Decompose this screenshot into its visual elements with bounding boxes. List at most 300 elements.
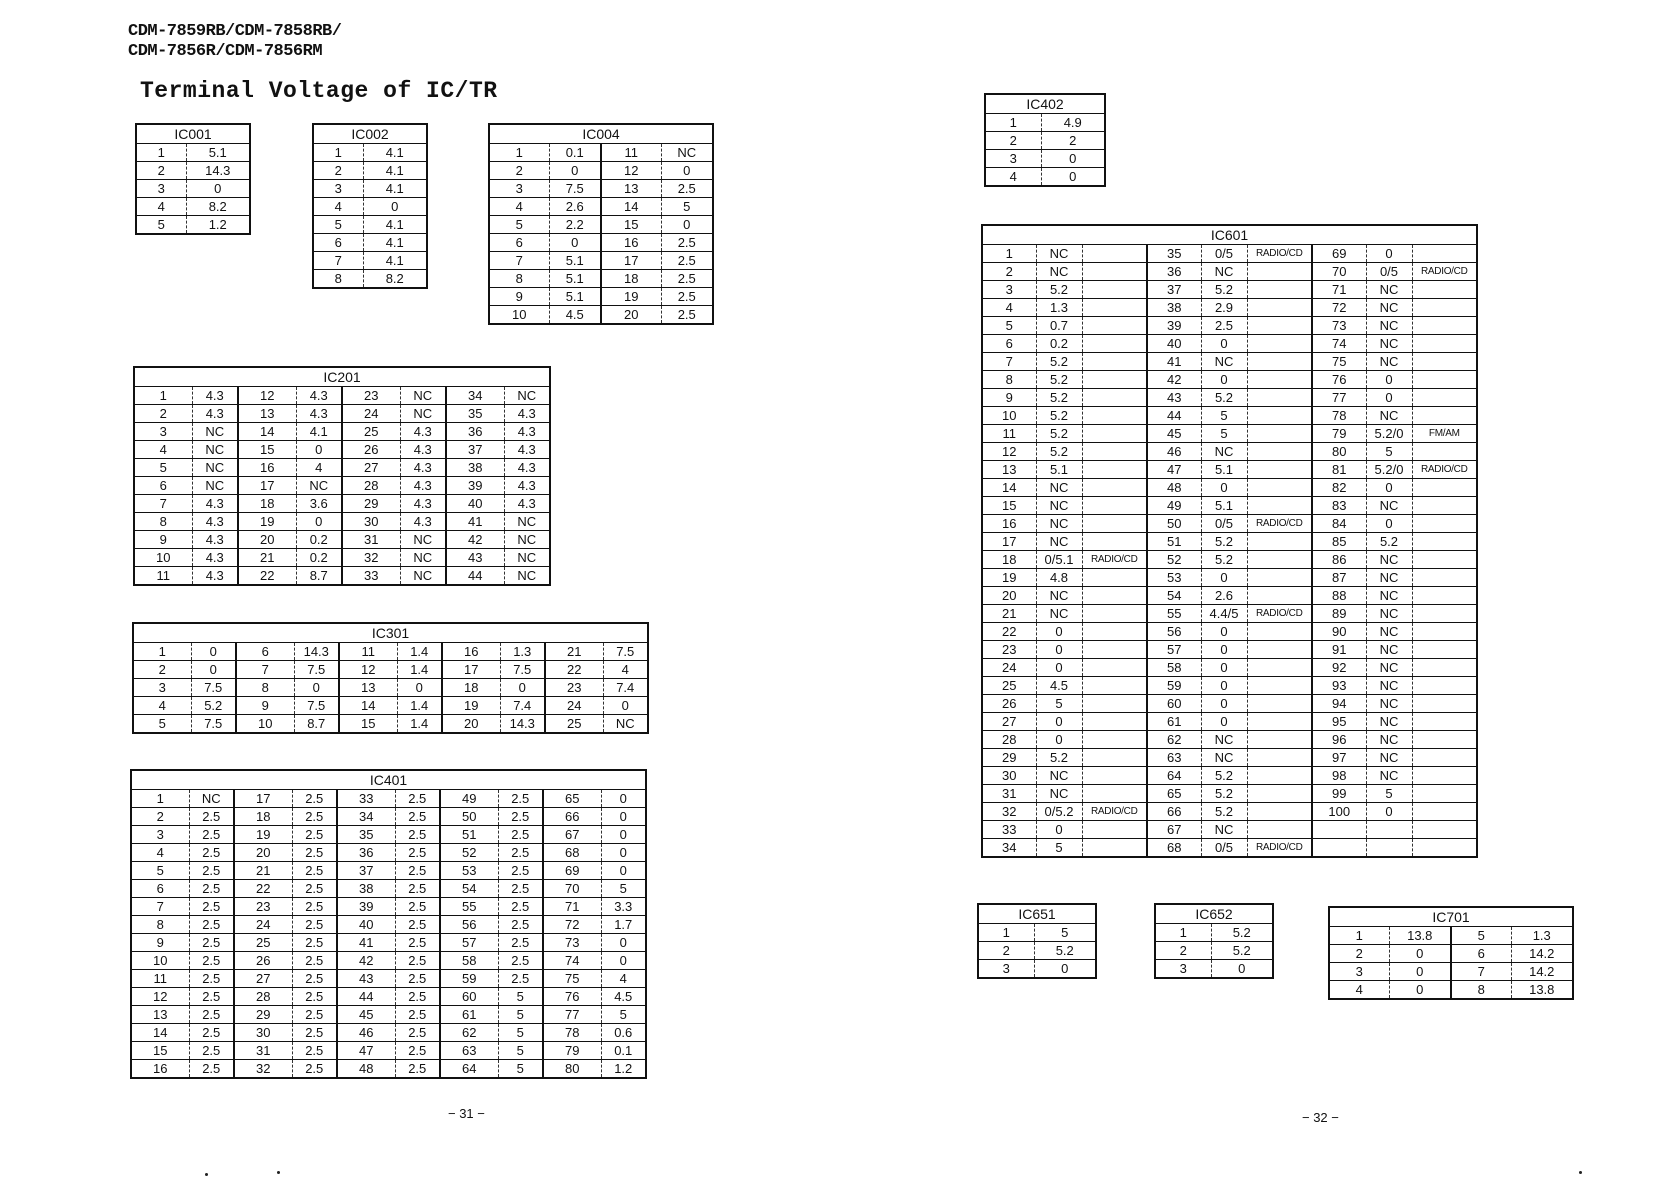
pin-note	[1412, 389, 1477, 407]
pin-number: 17	[234, 790, 292, 808]
pin-note	[1082, 695, 1147, 713]
pin-voltage: NC	[1036, 785, 1082, 803]
ic001-table	[135, 123, 251, 235]
pin-voltage: 1.4	[397, 661, 442, 679]
pin-voltage: 1.3	[1511, 927, 1573, 945]
pin-number: 79	[1312, 425, 1366, 443]
ic402-title: IC402	[985, 94, 1105, 114]
table-row	[489, 162, 713, 180]
table-row	[982, 731, 1477, 749]
pin-voltage: NC	[1366, 677, 1412, 695]
pin-voltage: 4.5	[1036, 677, 1082, 695]
pin-note	[1082, 353, 1147, 371]
pin-voltage: 4.3	[192, 387, 238, 405]
pin-number: 2	[978, 942, 1034, 960]
pin-number: 17	[238, 477, 296, 495]
pin-number: 3	[985, 150, 1041, 168]
pin-number: 45	[337, 1006, 395, 1024]
pin-number: 66	[1147, 803, 1201, 821]
pin-note: RADIO/CD	[1082, 803, 1147, 821]
pin-number: 12	[339, 661, 397, 679]
table-row	[489, 216, 713, 234]
table-row	[489, 198, 713, 216]
pin-voltage: 0	[601, 790, 646, 808]
pin-voltage: 0	[397, 679, 442, 697]
pin-number: 74	[1312, 335, 1366, 353]
pin-note	[1082, 263, 1147, 281]
pin-voltage: 14.2	[1511, 963, 1573, 981]
pin-number: 52	[1147, 551, 1201, 569]
pin-voltage: 13.8	[1389, 927, 1451, 945]
table-row	[982, 713, 1477, 731]
pin-number: 3	[982, 281, 1036, 299]
table-row	[982, 515, 1477, 533]
pin-number: 18	[238, 495, 296, 513]
pin-number: 42	[337, 952, 395, 970]
pin-number: 13	[982, 461, 1036, 479]
pin-number: 14	[131, 1024, 189, 1042]
pin-voltage: 2.5	[395, 844, 440, 862]
pin-note	[1082, 317, 1147, 335]
pin-voltage: 0	[661, 162, 713, 180]
pin-voltage: NC	[1036, 587, 1082, 605]
table-row	[131, 862, 646, 880]
pin-voltage: 5.2	[191, 697, 236, 715]
pin-voltage: 2.5	[395, 826, 440, 844]
pin-number: 43	[1147, 389, 1201, 407]
pin-voltage: 5.2	[1036, 353, 1082, 371]
table-row	[982, 479, 1477, 497]
pin-voltage: 4.3	[296, 387, 342, 405]
pin-number: 87	[1312, 569, 1366, 587]
table-row	[1329, 927, 1573, 945]
pin-voltage: 2.5	[498, 916, 543, 934]
pin-number: 45	[1147, 425, 1201, 443]
table-row	[313, 234, 427, 252]
pin-number: 84	[1312, 515, 1366, 533]
pin-voltage: 4.3	[504, 495, 550, 513]
pin-voltage: 2.5	[292, 1024, 337, 1042]
pin-number: 5	[313, 216, 363, 234]
pin-note	[1412, 353, 1477, 371]
pin-voltage: 0	[1036, 713, 1082, 731]
pin-number: 11	[601, 144, 661, 162]
pin-voltage: 5.2	[1201, 803, 1247, 821]
pin-number: 53	[1147, 569, 1201, 587]
pin-note	[1247, 677, 1312, 695]
pin-number: 18	[442, 679, 500, 697]
pin-voltage: 5.2	[1201, 551, 1247, 569]
pin-number: 48	[337, 1060, 395, 1079]
table-row	[131, 790, 646, 808]
table-row	[982, 335, 1477, 353]
ic401-title: IC401	[131, 770, 646, 790]
pin-number: 6	[131, 880, 189, 898]
pin-number: 3	[978, 960, 1034, 979]
table-row	[131, 808, 646, 826]
pin-voltage: NC	[1036, 497, 1082, 515]
pin-voltage: 0	[1366, 803, 1412, 821]
pin-number: 4	[313, 198, 363, 216]
pin-number: 5	[133, 715, 191, 734]
ic651-title: IC651	[978, 904, 1096, 924]
pin-voltage: 7.5	[294, 661, 339, 679]
pin-note	[1247, 317, 1312, 335]
pin-number: 2	[489, 162, 549, 180]
pin-number: 82	[1312, 479, 1366, 497]
pin-number: 30	[982, 767, 1036, 785]
table-row	[134, 495, 550, 513]
pin-voltage: NC	[1366, 695, 1412, 713]
pin-number: 13	[339, 679, 397, 697]
pin-voltage: 4.3	[504, 423, 550, 441]
pin-voltage: NC	[1366, 731, 1412, 749]
pin-note	[1412, 569, 1477, 587]
pin-voltage: 0	[1036, 821, 1082, 839]
pin-voltage: 0	[1366, 515, 1412, 533]
table-row	[982, 299, 1477, 317]
pin-note	[1412, 785, 1477, 803]
pin-number: 33	[342, 567, 400, 586]
pin-voltage: 5.2/0	[1366, 425, 1412, 443]
pin-voltage: 5	[601, 1006, 646, 1024]
pin-voltage: 1.2	[601, 1060, 646, 1079]
pin-voltage: NC	[1366, 713, 1412, 731]
pin-number: 15	[131, 1042, 189, 1060]
pin-number: 57	[440, 934, 498, 952]
pin-voltage: 0	[1034, 960, 1096, 979]
pin-voltage: 2.5	[395, 1024, 440, 1042]
pin-voltage: 2.5	[661, 180, 713, 198]
pin-number: 25	[982, 677, 1036, 695]
pin-note	[1247, 767, 1312, 785]
table-row	[982, 497, 1477, 515]
pin-number: 14	[238, 423, 296, 441]
table-row	[978, 960, 1096, 979]
pin-voltage: 5	[1366, 443, 1412, 461]
pin-number: 6	[1451, 945, 1511, 963]
pin-note	[1247, 713, 1312, 731]
pin-number: 100	[1312, 803, 1366, 821]
pin-voltage: 5	[601, 880, 646, 898]
table-row	[982, 587, 1477, 605]
pin-voltage: 5.2	[1201, 533, 1247, 551]
table-row	[136, 162, 250, 180]
pin-number: 69	[543, 862, 601, 880]
pin-voltage: 2.5	[395, 934, 440, 952]
pin-voltage: 0	[296, 441, 342, 459]
pin-number: 75	[543, 970, 601, 988]
pin-number: 15	[982, 497, 1036, 515]
table-row	[982, 353, 1477, 371]
pin-voltage: 5	[498, 1006, 543, 1024]
pin-note	[1082, 299, 1147, 317]
pin-voltage: 0	[1041, 168, 1105, 187]
pin-voltage: 0	[1201, 641, 1247, 659]
pin-note	[1247, 659, 1312, 677]
pin-number: 56	[1147, 623, 1201, 641]
table-row	[134, 405, 550, 423]
pin-number: 2	[1155, 942, 1211, 960]
pin-number: 11	[131, 970, 189, 988]
pin-voltage: 5.1	[186, 144, 250, 162]
pin-voltage: 4.9	[1041, 114, 1105, 132]
pin-note	[1247, 299, 1312, 317]
pin-note	[1412, 695, 1477, 713]
pin-number: 16	[982, 515, 1036, 533]
table-row	[313, 270, 427, 289]
pin-voltage: 2.5	[395, 1060, 440, 1079]
pin-number: 31	[234, 1042, 292, 1060]
pin-number: 65	[1147, 785, 1201, 803]
pin-voltage: 5.1	[1201, 461, 1247, 479]
pin-voltage: 2.5	[661, 270, 713, 288]
pin-number: 2	[313, 162, 363, 180]
pin-voltage: 2.5	[498, 844, 543, 862]
pin-number: 23	[982, 641, 1036, 659]
pin-number: 34	[446, 387, 504, 405]
pin-voltage: 2.5	[189, 880, 234, 898]
pin-number: 4	[131, 844, 189, 862]
pin-voltage: 5.2	[1036, 407, 1082, 425]
pin-number: 1	[985, 114, 1041, 132]
empty-cell	[1312, 839, 1366, 858]
pin-number: 99	[1312, 785, 1366, 803]
pin-voltage: NC	[504, 387, 550, 405]
pin-voltage: 5.1	[549, 252, 601, 270]
pin-voltage: NC	[1036, 515, 1082, 533]
pin-voltage: NC	[1366, 551, 1412, 569]
pin-number: 9	[236, 697, 294, 715]
pin-number: 7	[982, 353, 1036, 371]
pin-voltage: NC	[1366, 335, 1412, 353]
pin-voltage: 2.5	[292, 934, 337, 952]
scan-speck	[277, 1171, 280, 1174]
pin-number: 3	[489, 180, 549, 198]
pin-voltage: 4.1	[363, 216, 427, 234]
pin-number: 33	[982, 821, 1036, 839]
pin-note	[1412, 749, 1477, 767]
pin-note	[1082, 731, 1147, 749]
pin-voltage: 2.5	[395, 898, 440, 916]
pin-voltage: NC	[1366, 659, 1412, 677]
pin-number: 1	[313, 144, 363, 162]
pin-number: 6	[489, 234, 549, 252]
pin-voltage: 2.5	[395, 970, 440, 988]
table-row	[982, 623, 1477, 641]
pin-voltage: 2.6	[549, 198, 601, 216]
pin-voltage: 5.1	[549, 288, 601, 306]
pin-number: 63	[440, 1042, 498, 1060]
table-row	[1155, 960, 1273, 979]
pin-note	[1412, 605, 1477, 623]
pin-voltage: 2.5	[292, 790, 337, 808]
pin-voltage: NC	[400, 387, 446, 405]
pin-voltage: NC	[1036, 479, 1082, 497]
pin-number: 24	[342, 405, 400, 423]
pin-voltage: 1.4	[397, 697, 442, 715]
pin-number: 1	[131, 790, 189, 808]
pin-voltage: 5.2	[1036, 443, 1082, 461]
table-row	[978, 924, 1096, 942]
pin-voltage: NC	[1366, 587, 1412, 605]
pin-number: 5	[136, 216, 186, 235]
pin-number: 17	[442, 661, 500, 679]
table-row	[982, 263, 1477, 281]
pin-note	[1412, 479, 1477, 497]
pin-voltage: 4.3	[192, 513, 238, 531]
table-row	[313, 180, 427, 198]
pin-number: 63	[1147, 749, 1201, 767]
pin-voltage: 0.2	[1036, 335, 1082, 353]
pin-voltage: 0	[1036, 659, 1082, 677]
pin-number: 22	[234, 880, 292, 898]
pin-voltage: 2.5	[395, 790, 440, 808]
pin-number: 35	[1147, 245, 1201, 263]
pin-number: 3	[1329, 963, 1389, 981]
pin-voltage: 2.5	[395, 880, 440, 898]
pin-voltage: 5	[1036, 839, 1082, 858]
pin-number: 42	[446, 531, 504, 549]
pin-number: 38	[446, 459, 504, 477]
pin-voltage: NC	[400, 549, 446, 567]
empty-cell	[1366, 821, 1412, 839]
pin-number: 8	[236, 679, 294, 697]
pin-voltage: 0	[191, 643, 236, 661]
pin-voltage: 5.2	[1036, 281, 1082, 299]
pin-voltage: 1.4	[397, 643, 442, 661]
pin-note	[1412, 551, 1477, 569]
pin-voltage: 0/5.1	[1036, 551, 1082, 569]
pin-voltage: 0/5	[1201, 245, 1247, 263]
pin-number: 27	[234, 970, 292, 988]
pin-number: 58	[1147, 659, 1201, 677]
pin-note	[1247, 263, 1312, 281]
pin-voltage: NC	[192, 423, 238, 441]
pin-number: 7	[1451, 963, 1511, 981]
table-row	[131, 826, 646, 844]
pin-voltage: 0	[1201, 335, 1247, 353]
pin-voltage: 8.2	[186, 198, 250, 216]
pin-voltage: NC	[189, 790, 234, 808]
pin-number: 3	[136, 180, 186, 198]
pin-number: 55	[440, 898, 498, 916]
pin-number: 34	[982, 839, 1036, 858]
pin-number: 41	[446, 513, 504, 531]
table-row	[1329, 963, 1573, 981]
pin-number: 39	[337, 898, 395, 916]
pin-note	[1412, 713, 1477, 731]
table-row	[982, 317, 1477, 335]
pin-number: 4	[136, 198, 186, 216]
pin-number: 62	[1147, 731, 1201, 749]
pin-voltage: 5.1	[1201, 497, 1247, 515]
pin-number: 26	[982, 695, 1036, 713]
pin-voltage: 2.5	[498, 934, 543, 952]
pin-voltage: 0	[500, 679, 545, 697]
pin-voltage: 0	[1201, 713, 1247, 731]
pin-voltage: 0	[1041, 150, 1105, 168]
pin-voltage: NC	[1036, 533, 1082, 551]
pin-number: 47	[337, 1042, 395, 1060]
pin-number: 5	[982, 317, 1036, 335]
ic002-table	[312, 123, 428, 289]
pin-voltage: NC	[400, 405, 446, 423]
table-row	[982, 281, 1477, 299]
table-row	[131, 898, 646, 916]
pin-note	[1412, 371, 1477, 389]
pin-number: 28	[342, 477, 400, 495]
pin-note	[1412, 587, 1477, 605]
table-row	[134, 441, 550, 459]
pin-voltage: 0	[186, 180, 250, 198]
table-row	[134, 477, 550, 495]
pin-number: 48	[1147, 479, 1201, 497]
pin-voltage: NC	[192, 459, 238, 477]
pin-number: 86	[1312, 551, 1366, 569]
pin-number: 38	[1147, 299, 1201, 317]
pin-voltage: NC	[1366, 281, 1412, 299]
pin-voltage: 0.1	[549, 144, 601, 162]
pin-number: 10	[131, 952, 189, 970]
pin-number: 41	[1147, 353, 1201, 371]
pin-number: 23	[234, 898, 292, 916]
scan-speck	[1579, 1171, 1582, 1174]
pin-voltage: 2.5	[292, 916, 337, 934]
pin-number: 4	[489, 198, 549, 216]
pin-note	[1247, 821, 1312, 839]
pin-number: 30	[234, 1024, 292, 1042]
pin-number: 15	[601, 216, 661, 234]
pin-note	[1247, 623, 1312, 641]
pin-voltage: 5	[1201, 425, 1247, 443]
pin-number: 35	[337, 826, 395, 844]
pin-note	[1082, 443, 1147, 461]
table-row	[985, 150, 1105, 168]
pin-number: 10	[982, 407, 1036, 425]
pin-number: 5	[489, 216, 549, 234]
table-row	[982, 245, 1477, 263]
pin-number: 68	[1147, 839, 1201, 858]
table-row	[985, 132, 1105, 150]
pin-voltage: 7.5	[549, 180, 601, 198]
pin-voltage: 0/5	[1201, 839, 1247, 858]
pin-number: 18	[234, 808, 292, 826]
pin-voltage: 14.3	[500, 715, 545, 734]
pin-number: 91	[1312, 641, 1366, 659]
pin-voltage: 7.5	[294, 697, 339, 715]
pin-number: 64	[1147, 767, 1201, 785]
ic004-table	[488, 123, 714, 325]
pin-note	[1082, 479, 1147, 497]
ic004-title: IC004	[489, 124, 713, 144]
pin-voltage: 7.5	[500, 661, 545, 679]
table-row	[982, 533, 1477, 551]
pin-number: 13	[131, 1006, 189, 1024]
pin-number: 11	[339, 643, 397, 661]
table-row	[1155, 924, 1273, 942]
pin-number: 19	[234, 826, 292, 844]
pin-note	[1247, 281, 1312, 299]
pin-number: 16	[131, 1060, 189, 1079]
pin-number: 72	[1312, 299, 1366, 317]
pin-voltage: 4	[601, 970, 646, 988]
table-row	[982, 767, 1477, 785]
pin-voltage: 0.2	[296, 531, 342, 549]
pin-voltage: 5	[498, 1042, 543, 1060]
pin-note	[1412, 533, 1477, 551]
pin-number: 8	[1451, 981, 1511, 1000]
